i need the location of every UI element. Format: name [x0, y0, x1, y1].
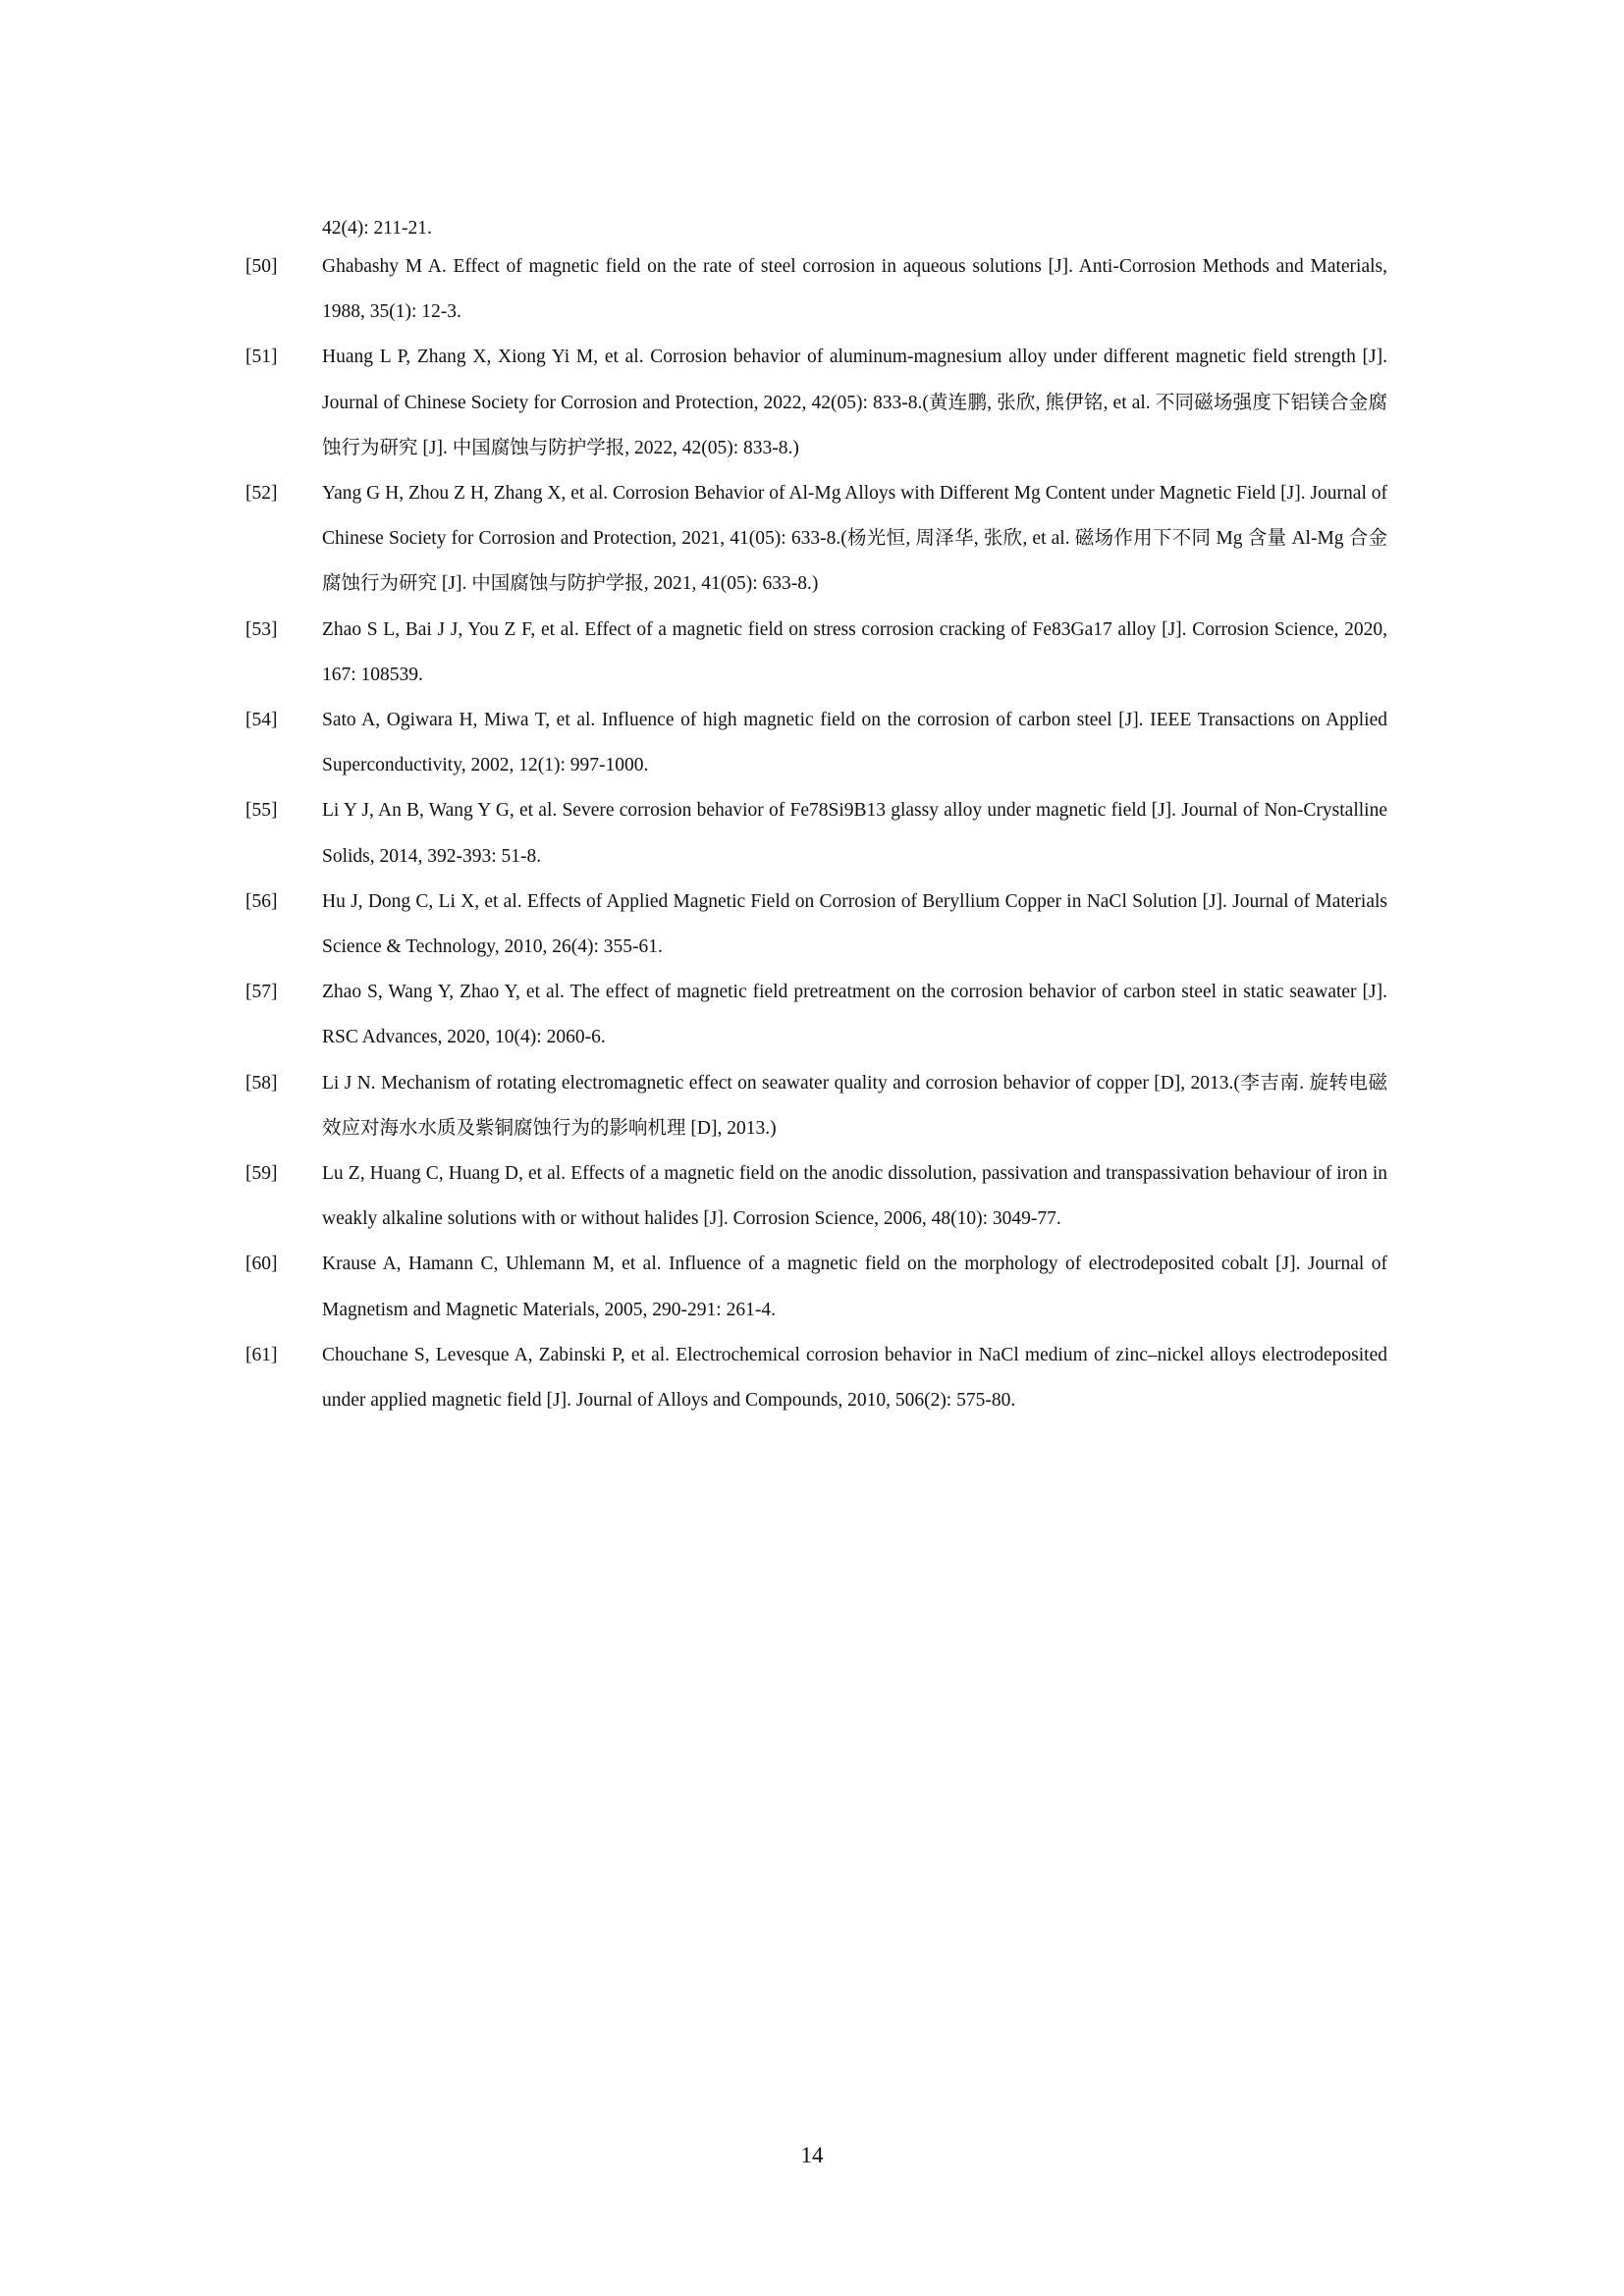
reference-item [245, 970, 1387, 1060]
reference-item [245, 788, 1387, 879]
reference-item [245, 880, 1387, 970]
reference-text: Sato A, Ogiwara H, Miwa T, et al. Influence of high magnetic field on the corrosion of carbon steel [J]. IEEE Transactions on Applied Superconductivity, 2002, 12(1): 997-1000. [322, 710, 1387, 776]
reference-text: Li J N. Mechanism of rotating electromagnetic effect on seawater quality and corrosion behavior of copper [D], 2013.(李吉南. 旋转电磁效应对海水水质及紫铜腐蚀行为的影响机理 [D], 2013.) [322, 1072, 1387, 1139]
reference-text: Zhao S, Wang Y, Zhao Y, et al. The effect of magnetic field pretreatment on the corrosion behavior of carbon steel in static seawater [J]. RSC Advances, 2020, 10(4): 2060-6. [322, 982, 1387, 1048]
reference-item [245, 471, 1387, 608]
reference-item [245, 1242, 1387, 1332]
reference-number: [60] [245, 1254, 278, 1275]
reference-number: [55] [245, 800, 278, 822]
reference-item [245, 244, 1387, 335]
reference-item [245, 335, 1387, 471]
reference-number: [50] [245, 256, 278, 277]
page-number: 14 [800, 2143, 824, 2167]
reference-item [245, 1333, 1387, 1423]
reference-text: Li Y J, An B, Wang Y G, et al. Severe corrosion behavior of Fe78Si9B13 glassy alloy under magnetic field [J]. Journal of Non-Crystalline Solids, 2014, 392-393: 51-8. [322, 800, 1387, 867]
reference-text: Ghabashy M A. Effect of magnetic field on the rate of steel corrosion in aqueous solutions [J]. Anti-Corrosion Methods and Materials, 1988, 35(1): 12-3. [322, 256, 1387, 323]
reference-item [245, 608, 1387, 698]
reference-number: [57] [245, 982, 278, 1003]
reference-list [245, 244, 1387, 1423]
reference-number: [52] [245, 483, 278, 505]
reference-number: [61] [245, 1344, 278, 1365]
reference-number: [59] [245, 1163, 278, 1185]
reference-text: Krause A, Hamann C, Uhlemann M, et al. Influence of a magnetic field on the morphology of electrodeposited cobalt [J]. Journal of Magnetism and Magnetic Materials, 2005, 290-291: 261-4. [322, 1254, 1387, 1320]
reference-item [245, 1151, 1387, 1242]
reference-text: Hu J, Dong C, Li X, et al. Effects of Applied Magnetic Field on Corrosion of Beryllium Copper in NaCl Solution [J]. Journal of Materials Science & Technology, 2010, 26(4): 355-61. [322, 890, 1387, 958]
reference-number: [56] [245, 890, 278, 912]
reference-number: [54] [245, 710, 278, 731]
reference-item [245, 1061, 1387, 1151]
reference-text: Lu Z, Huang C, Huang D, et al. Effects of a magnetic field on the anodic dissolution, passivation and transpassivation behaviour of iron in weakly alkaline solutions with or without halides [J]. Corrosion Science, 2006, 48(10): 3049-77. [322, 1163, 1387, 1230]
reference-text: Zhao S L, Bai J J, You Z F, et al. Effect of a magnetic field on stress corrosion cracking of Fe83Ga17 alloy [J]. Corrosion Science, 2020, 167: 108539. [322, 618, 1387, 685]
reference-continuation: 42(4): 211-21. [322, 218, 432, 239]
reference-number: [53] [245, 618, 278, 640]
reference-number: [51] [245, 347, 278, 368]
reference-text: Chouchane S, Levesque A, Zabinski P, et al. Electrochemical corrosion behavior in NaCl medium of zinc–nickel alloys electrodeposited under applied magnetic field [J]. Journal of Alloys and Compounds, 2010, 506(2): 575-80. [322, 1344, 1387, 1412]
reference-text: Yang G H, Zhou Z H, Zhang X, et al. Corrosion Behavior of Al-Mg Alloys with Different Mg Content under Magnetic Field [J]. Journal of Chinese Society for Corrosion and Protection, 2021, 41(05): 633-8.(杨光恒, 周泽华, 张欣, et al. 磁场作用下不同 Mg 含量 Al-Mg 合金腐蚀行为研究 [J]. 中国腐蚀与防护学报, 2021, 41(05): 633-8.) [322, 483, 1387, 595]
reference-number: [58] [245, 1072, 278, 1094]
reference-text: Huang L P, Zhang X, Xiong Yi M, et al. Corrosion behavior of aluminum-magnesium alloy under different magnetic field strength [J]. Journal of Chinese Society for Corrosion and Protection, 2022, 42(05): 833-8.(黄连鹏, 张欣, 熊伊铭, et al. 不同磁场强度下铝镁合金腐蚀行为研究 [J]. 中国腐蚀与防护学报, 2022, 42(05): 833-8.) [322, 347, 1387, 458]
reference-item [245, 698, 1387, 788]
